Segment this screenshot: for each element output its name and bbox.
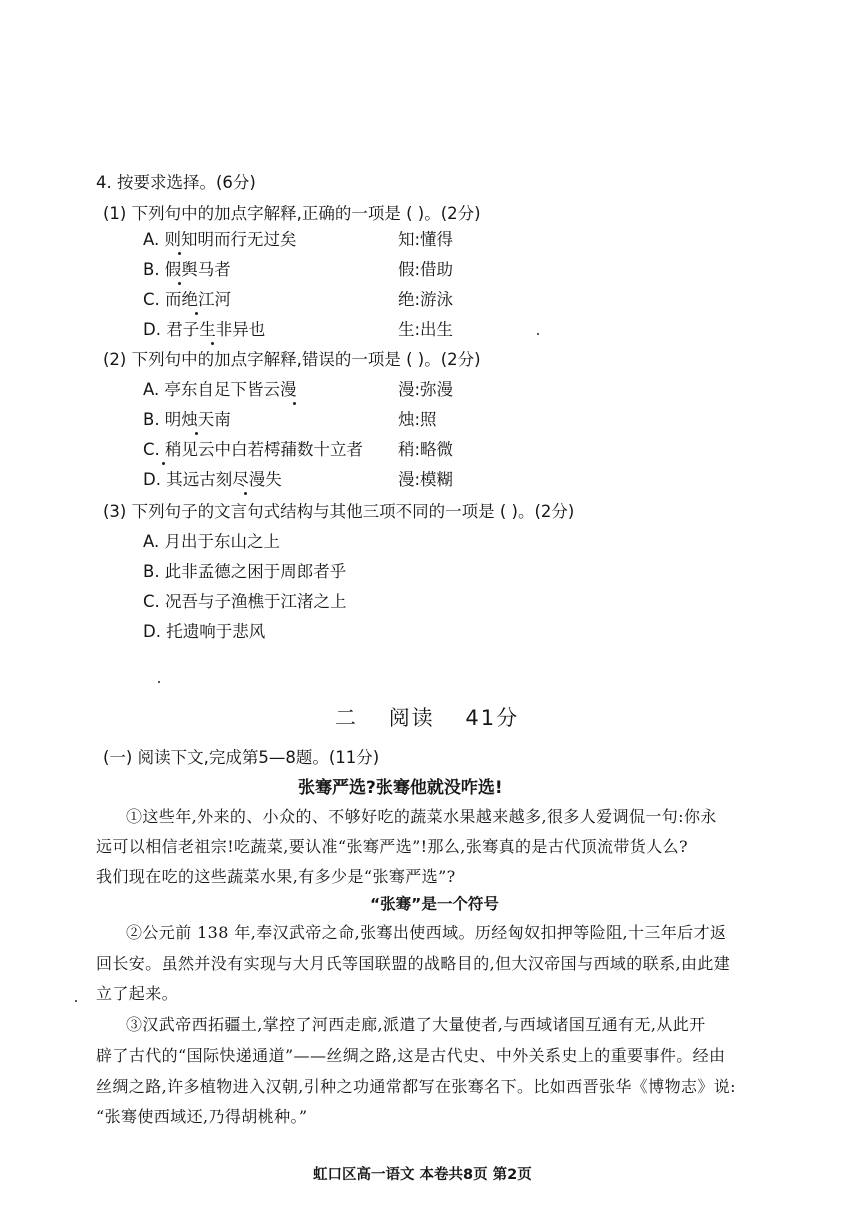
- sub1-option-b-gloss: 假:借助: [398, 260, 454, 279]
- page-footer: 虹口区高一语文 本卷共8页 第2页: [313, 1167, 532, 1183]
- sub2-option-a-gloss: 漫:弥漫: [398, 380, 454, 399]
- paragraph-3-line-4: “张骞使西域还,乃得胡桃种。”: [96, 1107, 308, 1126]
- sub3-option-b: B. 此非孟德之困于周郎者乎: [143, 562, 347, 581]
- section-2-score: 41分: [465, 706, 520, 730]
- sub1-option-a-gloss: 知:懂得: [398, 230, 454, 249]
- scan-speck: [75, 1000, 77, 1002]
- sub1-option-d-gloss: 生:出生: [398, 320, 454, 339]
- sub1-option-c: C. 而绝江河: [143, 290, 232, 309]
- emphasis-dot: [293, 402, 296, 405]
- sub3-option-d: D. 托遗响于悲风: [143, 622, 266, 641]
- sub2-option-a: A. 亭东自足下皆云漫: [143, 380, 297, 399]
- section-2-heading: [335, 708, 519, 729]
- emphasis-dot: [211, 342, 214, 345]
- paragraph-1-line-1: ①这些年,外来的、小众的、不够好吃的蔬菜水果越来越多,很多人爱调侃一句:你永: [126, 807, 717, 826]
- paragraph-1-line-3: 我们现在吃的这些蔬菜水果,有多少是“张骞严选”?: [96, 867, 456, 886]
- sub2-option-b: B. 明烛天南: [143, 410, 231, 429]
- sub3-option-c: C. 况吾与子渔樵于江渚之上: [143, 592, 347, 611]
- emphasis-dot: [162, 462, 165, 465]
- sub2-option-b-gloss: 烛:照: [398, 410, 437, 429]
- emphasis-dot: [195, 432, 198, 435]
- paragraph-2-line-2: 回长安。虽然并没有实现与大月氏等国联盟的战略目的,但大汉帝国与西域的联系,由此建: [96, 954, 731, 973]
- article-title: 张骞严选?张骞他就没咋选!: [298, 778, 503, 798]
- paragraph-3-line-3: 丝绸之路,许多植物进入汉朝,引种之功通常都写在张骞名下。比如西晋张华《博物志》说:: [96, 1077, 736, 1096]
- paragraph-3-line-1: ③汉武帝西拓疆土,掌控了河西走廊,派遣了大量使者,与西域诸国互通有无,从此开: [126, 1015, 706, 1034]
- emphasis-dot: [178, 252, 181, 255]
- sub2-option-c: C. 稍见云中白若樗蒱数十立者: [143, 440, 364, 459]
- section-2-name: 阅读: [388, 706, 435, 730]
- sub2-option-d-gloss: 漫:模糊: [398, 470, 454, 489]
- scan-speck: [537, 333, 539, 335]
- sub2-option-c-gloss: 稍:略微: [398, 440, 454, 459]
- emphasis-dot: [195, 312, 198, 315]
- paragraph-3-line-2: 辟了古代的“国际快递通道”——丝绸之路,这是古代史、中外关系史上的重要事件。经由: [96, 1046, 726, 1065]
- sub-question-2-stem: (2) 下列句中的加点字解释,错误的一项是 ( )。(2分): [103, 350, 481, 369]
- emphasis-dot: [244, 492, 247, 495]
- sub1-option-d: D. 君子生非异也: [143, 320, 266, 339]
- paragraph-2-line-3: 立了起来。: [96, 984, 179, 1003]
- sub3-option-a: A. 月出于东山之上: [143, 532, 280, 551]
- reading-1-intro: (一) 阅读下文,完成第5—8题。(11分): [103, 748, 380, 767]
- sub-question-3-stem: (3) 下列句子的文言句式结构与其他三项不同的一项是 ( )。(2分): [103, 502, 575, 521]
- sub1-option-b: B. 假舆马者: [143, 260, 231, 279]
- scan-speck: [158, 681, 160, 683]
- question-4-header: 4. 按要求选择。(6分): [96, 173, 256, 192]
- section-2-number: 二: [335, 706, 358, 730]
- article-subheading: “张骞”是一个符号: [370, 895, 499, 913]
- sub1-option-c-gloss: 绝:游泳: [398, 290, 454, 309]
- sub1-option-a: A. 则知明而行无过矣: [143, 230, 297, 249]
- paragraph-1-line-2: 远可以相信老祖宗!吃蔬菜,要认准“张骞严选”!那么,张骞真的是古代顶流带货人么?: [96, 837, 688, 856]
- sub-question-1-stem: (1) 下列句中的加点字解释,正确的一项是 ( )。(2分): [103, 204, 481, 223]
- sub2-option-d: D. 其远古刻尽漫失: [143, 470, 282, 489]
- paragraph-2-line-1: ②公元前 138 年,奉汉武帝之命,张骞出使西域。历经匈奴扣押等险阻,十三年后才返: [126, 923, 727, 942]
- emphasis-dot: [178, 282, 181, 285]
